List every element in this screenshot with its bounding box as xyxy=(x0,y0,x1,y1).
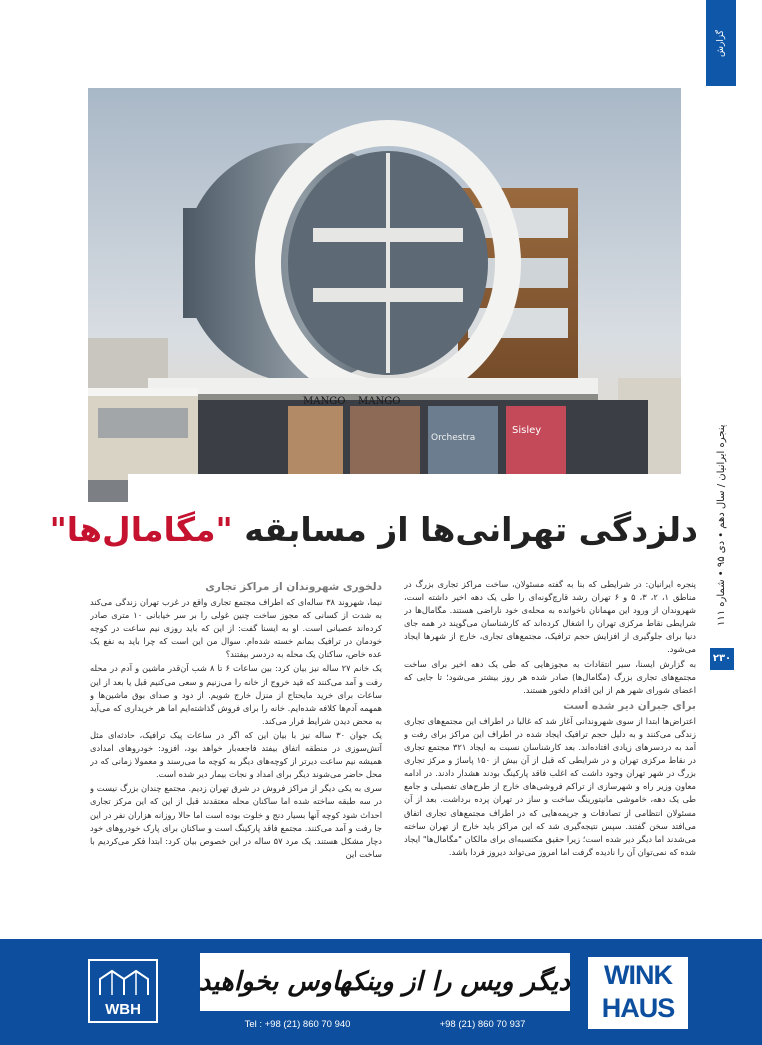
article-title xyxy=(49,500,698,560)
article-title-main: دلزدگی تهرانی‌ها از مسابقه xyxy=(232,510,698,549)
winkhaus-logo xyxy=(588,957,688,1029)
ad-phone-1: Tel : +98 (21) 860 70 940 xyxy=(244,1019,351,1030)
section-subhead: دلخوری شهروندان از مراکز تجاری xyxy=(205,581,382,593)
wbh-house-icon xyxy=(98,967,150,999)
mall-building-illustration xyxy=(88,88,681,502)
store-sign: MANGO xyxy=(358,396,401,407)
wbh-logo-text: WBH xyxy=(105,1001,141,1018)
winkhaus-logo-line-1: WINK xyxy=(604,960,672,990)
ad-slogan: دیگر ویس را از وینکهاوس بخواهید xyxy=(200,953,570,1011)
winkhaus-logo-line-2: HAUS xyxy=(601,993,675,1023)
paragraph: سری به یکی دیگر از مراکز فروش در شرق تهران زدیم. مجتمع چندان بزرگ نیست و در سه طبقه ساخته شده اما ساکنان محله معتقدند قبل از این که این مرکز تجاری احداث شود کوچه آنها بسیار دنج و خلوت بوده است اما حالا روزانه هزاران نفر در این جا رفت و آمد می‌کنند. مجتمع فاقد پارکینگ است و ساکنان برای پارک خودروهای خود دچار مشکل هستند. یک مرد ۵۷ ساله در این خصوص بیان کرد: ابتدا فکر می‌کردیم با ساخت این xyxy=(90,783,382,859)
paragraph: نیما، شهروند ۳۸ ساله‌ای که اطراف مجتمع تجاری واقع در غرب تهران زندگی می‌کند به شدت از کسانی که مجوز ساخت چنین غولی را بر سر خیابانی ۱۰ متری صادر کرده‌اند عصبانی است. او به ایسنا گفت: از این که باید روزی نیم ساعت در کوچه خودمان در ترافیک بمانم خسته شده‌ام. سوال من این است که چرا باید به نفع یک عده خاص، ساکنان یک محله به دردسر بیفتند؟ xyxy=(90,597,382,660)
paragraph: به گزارش ایسنا، سیر انتقادات به مجوزهایی که طی یک دهه اخیر برای ساخت مجتمع‌های تجاری بزرگ (مگامال‌ها) صادر شده هر روز بیشتر می‌شود؛ تا جایی که اعضای شورای شهر هم از این اقدام دلخور هستند. xyxy=(404,658,696,695)
paragraph: یک جوان ۳۰ ساله نیز با بیان این که اگر در ساعات پیک ترافیک، حادثه‌ای مثل آتش‌سوزی در منطقه اتفاق بیفتد فاجعه‌بار خواهد بود، افزود: خودروهای امدادی همیشه نیم ساعت دیرتر از کوچه‌های دیگر به کوچه ما می‌رسند و معمولا زمانی که در محل حاضر می‌شوند دیگر برای امداد و نجات بیمار دیر شده است. xyxy=(90,729,382,780)
store-sign: Sisley xyxy=(512,425,542,436)
advertisement-banner xyxy=(0,939,762,1045)
article-column-right xyxy=(404,578,696,928)
ad-phone-numbers xyxy=(200,1019,570,1030)
section-tab-label: گزارش xyxy=(716,29,726,57)
article-column-left xyxy=(90,578,382,928)
paragraph: پنجره ایرانیان: در شرایطی که بنا به گفته مسئولان، ساخت مراکز تجاری بزرگ در مناطق ۱، ۲، ۳، ۵ و ۶ تهران رشد قارچ‌گونه‌ای را طی یک دهه اخیر داشته است، شهروندان از ورود این مهمانان ناخوانده به محله‌ی خود ناراضی هستند. مگامال‌ها در شرایطی نقاط مرکزی تهران را اشغال کرده‌اند که کارشناسان می‌گویند در همه جای دنیا برای جلوگیری از افزایش حجم ترافیک، مجتمع‌های تجاری، خارج از شهرها ایجاد می‌شود. xyxy=(404,579,696,655)
section-subhead: برای جبران دیر شده است xyxy=(563,699,696,712)
section-tab xyxy=(706,0,736,86)
page-number: ۲۳۰ xyxy=(710,648,734,670)
ad-phone-2: +98 (21) 860 70 937 xyxy=(439,1019,526,1030)
store-sign: Orchestra xyxy=(431,433,476,443)
mall-photo xyxy=(88,88,681,502)
paragraph: اعتراض‌ها ابتدا از سوی شهروندانی آغاز شد که غالبا در اطراف این مجتمع‌های تجاری زندگی می‌کنند و به دلیل حجم ترافیک ایجاد شده در اطراف این مراکز برای رفت و آمد به درد‌سرهای زیادی افتاده‌اند. بعد کارشناسان نسبت به ایجاد ۳۲۱ مجتمع تجاری در نقاط مرکزی تهران و در شرایطی که قبل از آن بیش از ۱۵۰ پاساژ و مرکز تجاری بزرگ در شهر تهران وجود داشت که اغلب فاقد پارکینگ بودند هشدار دادند. در ادامه معاون وزیر راه و شهرسازی از تراکم فروشی‌های خارج از طرح‌های تفصیلی و جامع طی یک دهه، خاموشی مانیتورینگ ساخت و ساز در تهران پرده برداشت. بعد از آن مسئولان انتظامی از تصادفات و جریمه‌هایی که در اطراف مجتمع‌های تجاری اتفاق می‌افتد سخن گفتند. سپس نتیجه‌گیری شد که این مراکز باید خارج از تهران ساخته می‌شدند اما دیگر دیر شده است؛ زیرا حقیق مکتسبه‌ای برای مالکان "مگامال‌ها" ایجاد شده که نمی‌توان آن را نادیده گرفت اما امروز می‌تواند دیروز فردا باشد. xyxy=(404,715,696,857)
article-title-accent: "مگامال‌ها" xyxy=(49,510,233,549)
store-sign: MANGO xyxy=(303,396,346,407)
paragraph: یک خانم ۲۷ ساله نیز بیان کرد: بین ساعات ۶ تا ۸ شب آن‌قدر ماشین و آدم در محله رفت و آمد می‌کنند که قید خروج از خانه را می‌زنیم و سعی می‌کنیم قبل یا بعد از این ساعات برای خرید مایحتاج از منزل خارج شویم. از دود و صدای بوق ماشین‌ها و همهمه آدم‌ها کلافه شده‌ایم. خانه را برای فروش گذاشته‌ایم اما هر خریداری که می‌آید به محض دیدن شرایط فرار می‌کند. xyxy=(90,663,382,726)
wbh-logo xyxy=(88,959,158,1023)
magazine-issue-caption: پنجره ایرانیان / سال دهم • دی ۹۵ • شماره ۱۱۱ xyxy=(716,424,727,626)
